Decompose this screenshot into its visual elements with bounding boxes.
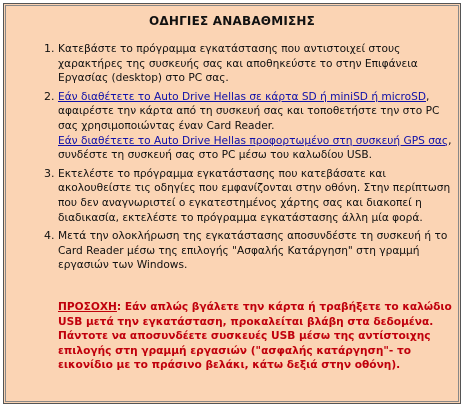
step-3 (58, 167, 462, 225)
step-2-text-a: , αφαιρέστε την κάρτα από τη συσκευή σας και τοποθετήστε την στο PC σας χρησιμοποιώντας έναν Card Reader. (58, 90, 440, 132)
page-title: ΟΔΗΓΙΕΣ ΑΝΑΒΑΘΜΙΣΗΣ (148, 14, 316, 28)
step-4 (58, 229, 462, 273)
warning-label: ΠΡΟΣΟΧΗ (58, 301, 117, 313)
step-1 (58, 42, 462, 86)
step-1-text: Κατεβάστε το πρόγραμμα εγκατάστασης που αντιστοιχεί στους χαρακτήρες της συσκευής σας και αποθηκεύστε το στην Επιφάνεια Εργασίας (desktop) στο PC σας. (58, 43, 418, 85)
steps-list (22, 42, 462, 277)
step-2 (58, 90, 462, 163)
step-3-text: Εκτελέστε το πρόγραμμα εγκατάστασης που κατεβάσατε και ακολουθείστε τις οδηγίες που εμφανίζονται στην οθόνη. Στην περίπτωση που δεν αναγνωριστεί ο εγκατεστημένος χάρτης σας και διακοπεί η διαδικασία, εκτελέστε το πρόγραμμα εγκατάστασης άλλη μία φορά. (58, 167, 451, 224)
instructions-panel (3, 3, 461, 404)
warning-text: : Εάν απλώς βγάλετε την κάρτα ή τραβήξετε το καλώδιο USB μετά την εγκατάσταση, προκαλείται βλάβη στα δεδομένα. Πάντοτε να αποσυνδέετε συσκευές USB μέσω της αντίστοιχης επιλογής στη γραμμή εργασιών ("ασφαλής κατάργηση"- το εικονίδιο με το πράσινο βελάκι, κάτω δεξιά στην οθόνη). (58, 301, 452, 372)
step-4-text: Μετά την ολοκλήρωση της εγκατάστασης αποσυνδέστε τη συσκευή ή το Card Reader μέσω της επιλογής "Ασφαλής Κατάργηση" στη γραμμή εργασιών των Windows. (58, 230, 448, 272)
step-2-text-b: , συνδέστε τη συσκευή σας στο PC μέσω του καλωδίου USB. (58, 134, 452, 162)
sd-card-instructions-link[interactable]: Εάν διαθέτετε το Auto Drive Hellas σε κάρτα SD ή miniSD ή microSD (58, 90, 426, 103)
preloaded-device-instructions-link[interactable]: Εάν διαθέτετε το Auto Drive Hellas προφορτωμένο στη συσκευή GPS σας (58, 134, 449, 147)
warning-note (58, 300, 454, 373)
